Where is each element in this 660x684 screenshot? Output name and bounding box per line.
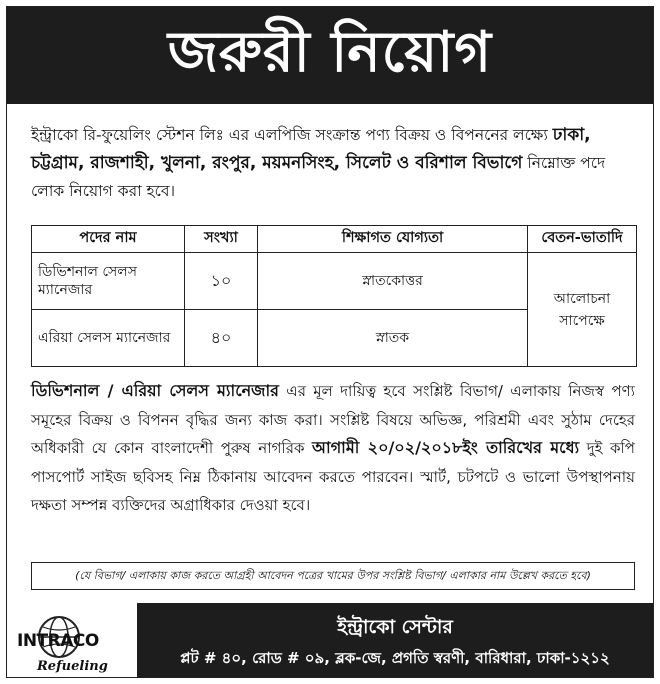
intro-paragraph — [31, 121, 631, 205]
post-name: এরিয়া সেলস ম্যানেজার — [32, 310, 185, 367]
envelope-note — [31, 562, 635, 590]
post-count: ১০ — [185, 253, 258, 310]
header-banner — [7, 7, 653, 104]
table-row — [32, 253, 637, 310]
envelope-note-text: (যে বিভাগ/ এলাকায় কাজ করতে আগ্রহী আবেদন পত্রের খামের উপর সংশ্লিষ্ট বিভাগ/ এলাকার নাম উল্লেখ করতে হবে) — [75, 568, 591, 582]
logo-subtitle: Refueling — [37, 659, 108, 674]
description-text-end: দুই কপি পাসপোর্ট সাইজ ছবিসহ নিম্ন ঠিকানায় আবেদন করতে পারবেন। স্মার্ট, চটপটে ও ভালো উপস্থাপনায় দক্ষতা সম্পন্ন ব্যক্তিদের অগ্রাধিকার দেওয়া হবে। — [31, 439, 635, 514]
address-box — [137, 603, 653, 678]
application-deadline: আগামী ২০/০২/২০১৮ইং তারিখের মধ্যে — [312, 438, 580, 457]
positions-table — [31, 225, 637, 367]
page-title: জরুরী নিয়োগ — [167, 18, 493, 85]
post-count: ৪০ — [185, 310, 258, 367]
salary-cell: আলোচনা সাপেক্ষে — [528, 253, 637, 367]
description-text: এর মূল দায়িত্ব হবে সংশ্লিষ্ট বিভাগ/ এলাকায় নিজস্ব পণ্য সমূহের বিক্রয় ও বিপনন বৃদ্ধির জন্য কাজ করা। সংশ্লিষ্ট বিষয়ে অভিজ্ঞ, পরিশ্রমী এবং সুঠাম দেহের অধিকারী যে কোন বাংলাদেশী পুরুষ নাগরিক — [31, 382, 635, 457]
company-logo — [7, 603, 137, 678]
description-lead: ডিভিশনাল / এরিয়া সেলস ম্যানেজার — [31, 381, 279, 400]
advertisement-frame — [6, 6, 654, 678]
footer — [7, 603, 653, 678]
post-name: ডিভিশনাল সেলস ম্যানেজার — [32, 253, 185, 310]
header-salary: বেতন-ভাতাদি — [528, 226, 637, 253]
intro-text-end: নিম্নোক্ত পদে লোক নিয়োগ করা হবে। — [31, 154, 606, 200]
post-education: স্নাতকোত্তর — [258, 253, 528, 310]
post-education: স্নাতক — [258, 310, 528, 367]
header-post: পদের নাম — [32, 226, 185, 253]
company-name: ইন্ট্রাকো সেন্টার — [337, 616, 453, 638]
header-count: সংখ্যা — [185, 226, 258, 253]
header-education: শিক্ষাগত যোগ্যতা — [258, 226, 528, 253]
description-paragraph — [31, 377, 635, 520]
logo-brand: INTRACO — [17, 631, 99, 651]
table-header-row — [32, 226, 637, 253]
company-address: প্লট # ৪০, রোড # ০৯, ব্লক-জে, প্রগতি স্বরণী, বারিধারা, ঢাকা-১২১২ — [180, 649, 610, 667]
intro-cities: ঢাকা, চট্টগ্রাম, রাজশাহী, খুলনা, রংপুর, ময়মনসিংহ, সিলেট ও বরিশাল বিভাগে — [31, 125, 591, 173]
intro-text: ইন্ট্রাকো রি-ফুয়েলিং স্টেশন লিঃ এর এলপিজি সংক্রান্ত পণ্য বিক্রয় ও বিপননের লক্ষ্যে — [31, 126, 553, 144]
